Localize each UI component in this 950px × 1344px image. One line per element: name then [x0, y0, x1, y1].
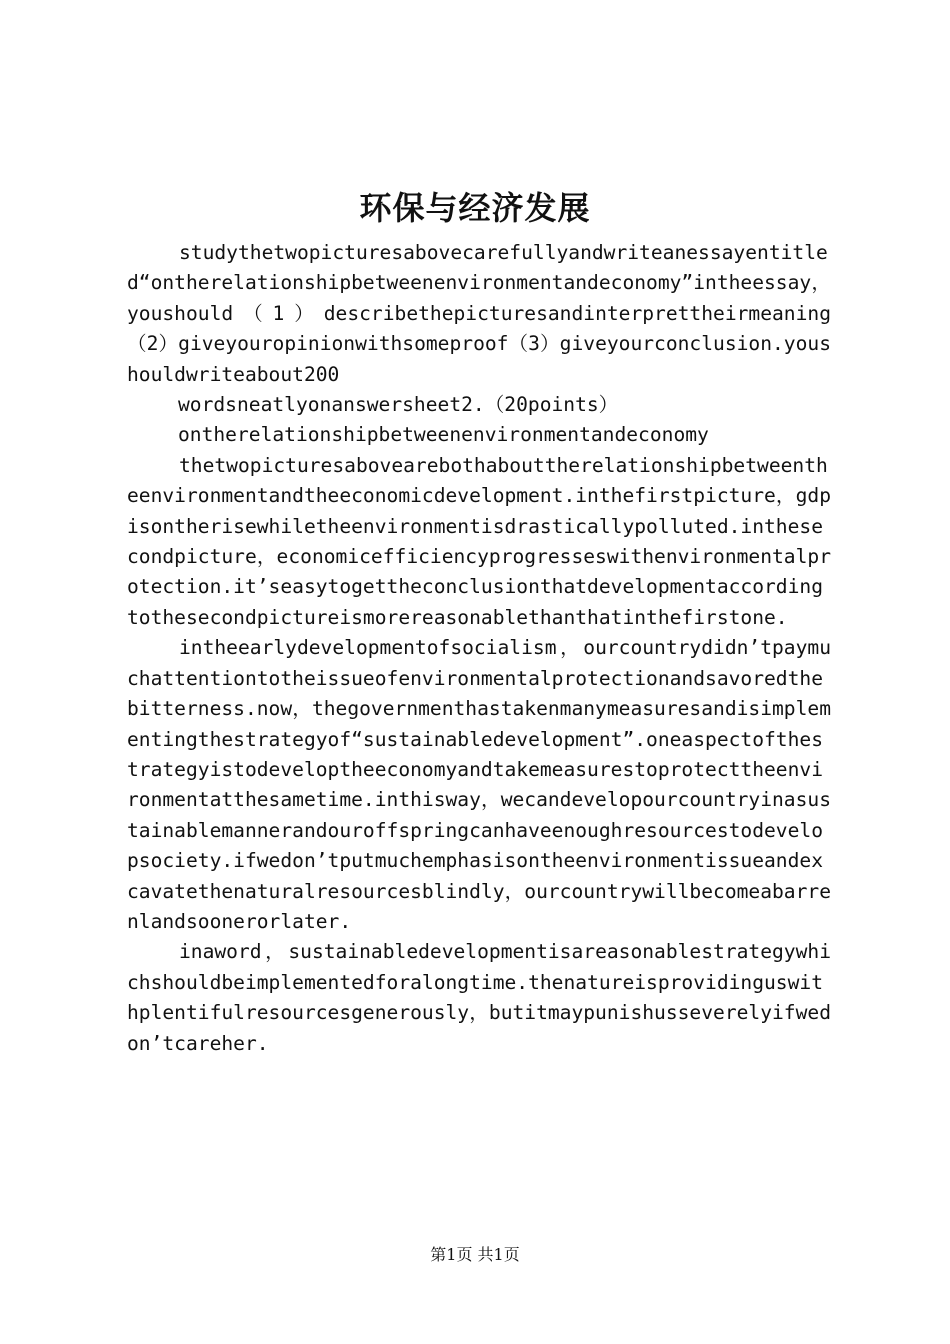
paragraph-essay-title: ontherelationshipbetweenenvironmentandeconomy [178, 423, 709, 447]
page-footer: 第1页 共1页 [430, 1245, 520, 1264]
document-body [127, 238, 831, 1059]
paragraph-body-1: thetwopicturesabovearebothabouttherelationshipbetweentheenvironmentandtheeconomicdevelopment.inthefirstpicture，gdpisontherisewhiletheenvironmentisdrasticallypolluted.inthesecondpicture，economicefficiencyprogresseswithenvironmentalprotection.it’seasytogettheconclusionthatdevelopmentaccordingtothesecondpictureismorereasonablethanthatinthefirstone. [127, 453, 831, 629]
document-title: 环保与经济发展 [359, 189, 591, 227]
paragraph-essay-prompt: studythetwopicturesabovecarefullyandwriteanessayentitled“ontherelationshipbetweenenvironmentandeconomy”intheessay，youshould（1）describethepicturesandinterprettheirmeaning（2）giveyouropinionwithsomeproof（3）giveyourconclusion.youshouldwriteabout200 [127, 241, 831, 386]
paragraph-word-count: wordsneatlyonanswersheet2.（20points） [178, 393, 619, 417]
paragraph-body-3: inaword，sustainabledevelopmentisareasonablestrategywhichshouldbeimplementedforalongtime.thenatureisprovidinguswithplentifulresourcesgenerously，butitmaypunishusseverelyifwedon’tcareher. [127, 940, 831, 1055]
paragraph-body-2: intheearlydevelopmentofsocialism，ourcountrydidn’tpaymuchattentiontotheissueofenvironmentalprotectionandsavoredthebitterness.now，thegovernmenthastakenmanymeasuresandisimplementingthestrategyof“sustainabledevelopment”.oneaspectofthestrategyistodeveloptheeconomyandtakemeasurestoprotecttheenvironmentatthesametime.inthisway，wecandevelopourcountryinasustainablemannerandouroffspringcanhaveenoughresourcestodevelopsociety.ifwedon’tputmuchemphasisontheenvironmentissueandexcavatethenaturalresourcesblindly，ourcountrywillbecomeabarrenlandsoonerorlater. [127, 636, 831, 933]
